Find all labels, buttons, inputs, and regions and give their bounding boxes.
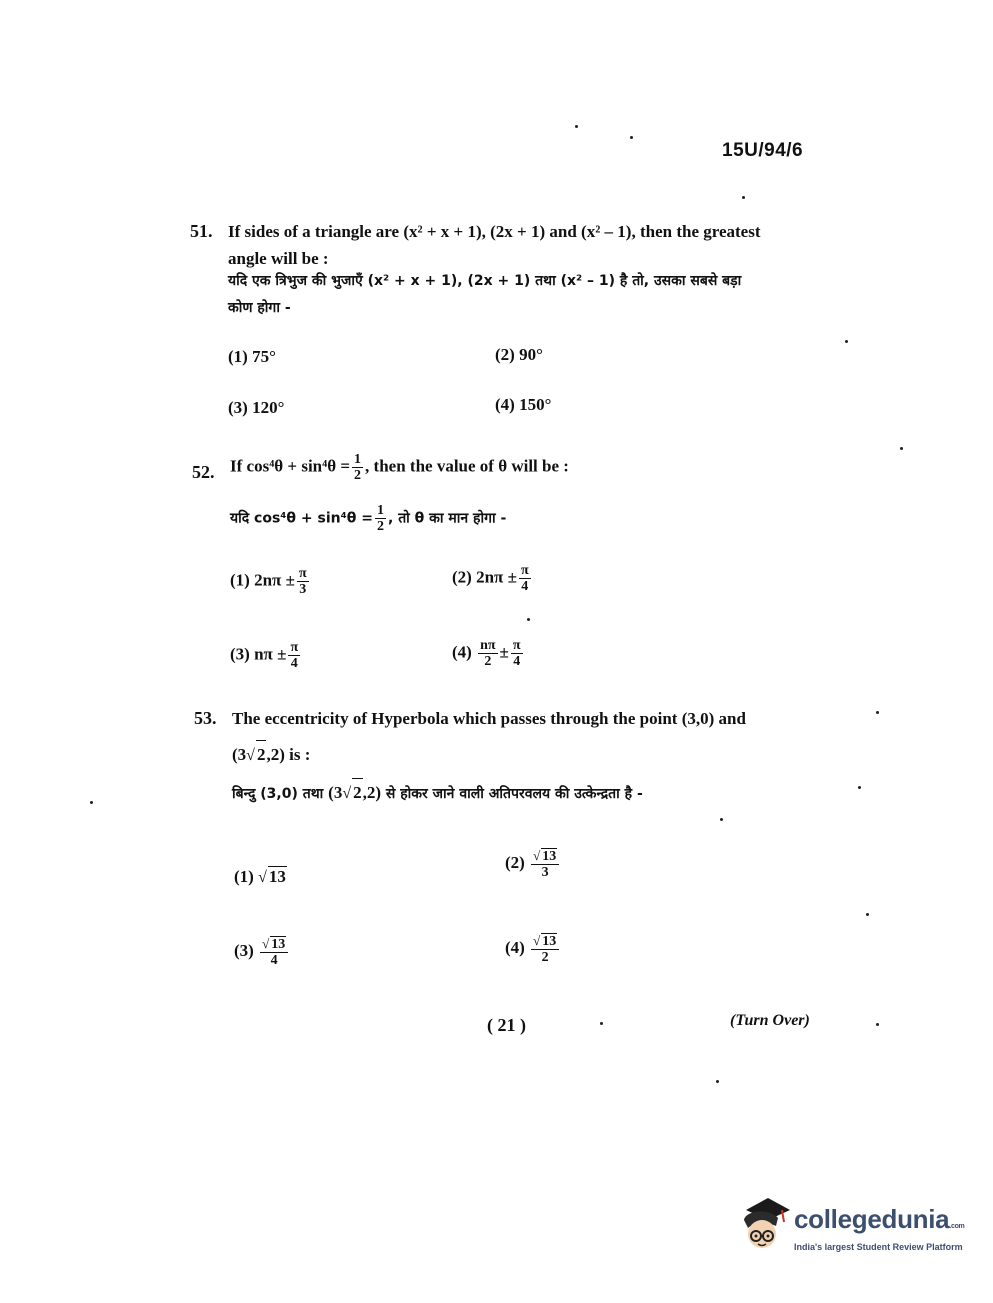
point-expression: (3√ 2,2)	[328, 783, 381, 802]
page-number: ( 21 )	[487, 1015, 526, 1035]
question-text-english: The eccentricity of Hyperbola which passes through the point (3,0) and (3√ 2,2) is :	[232, 705, 746, 769]
option-2: (2) $\frac{√ 13}{3}$	[505, 848, 561, 880]
brand-name: collegedunia.com	[794, 1204, 965, 1234]
fraction: $\frac{1}{2}$	[354, 452, 362, 483]
question-number: 52.	[192, 462, 215, 482]
question-number: 53.	[194, 708, 217, 728]
option-1: (1) 2nπ ± $\frac{\pi}{3}$	[230, 566, 307, 597]
option-4: (4) 150°	[495, 395, 552, 414]
scan-speck	[90, 801, 93, 804]
question-text-hindi: यदि एक त्रिभुज की भुजाएँ (x² + x + 1), (2x + 1) तथा (x² – 1) है तो, उसका सबसे बड़ा कोण होगा -	[228, 273, 742, 316]
scan-speck	[630, 136, 633, 139]
scan-speck	[900, 447, 903, 450]
option-2: (2) 2nπ ± $\frac{\pi}{4}$	[452, 563, 529, 594]
scan-speck	[858, 786, 861, 789]
question-text-hindi: यदि cos⁴θ + sin⁴θ = $\frac{1}{2}$ , तो θ का मान होगा -	[230, 503, 507, 534]
scan-speck	[845, 340, 848, 343]
mascot-icon	[734, 1196, 792, 1256]
fraction: $\frac{1}{2}$	[377, 503, 384, 534]
question-text-english: If cos⁴θ + sin⁴θ = $\frac{1}{2}$ , then the value of θ will be :	[230, 452, 569, 483]
option-1: (1) 75°	[228, 347, 276, 366]
point-expression: (3√ 2,2)	[232, 745, 285, 764]
collegedunia-logo	[734, 1196, 964, 1262]
question-52	[192, 452, 812, 492]
option-1: (1) √ 13	[234, 867, 286, 886]
scan-speck	[527, 618, 530, 621]
scan-speck	[876, 711, 879, 714]
scan-speck	[742, 196, 745, 199]
option-4: (4) $\frac{√ 13}{2}$	[505, 933, 561, 965]
scan-speck	[866, 913, 869, 916]
question-text-hindi: बिन्दु (3,0) तथा (3√ 2,2) से होकर जाने वाली अतिपरवलय की उत्केन्द्रता है -	[232, 778, 643, 808]
paper-code: 15U/94/6	[722, 140, 804, 161]
turn-over-label: (Turn Over)	[730, 1012, 810, 1029]
scan-speck	[720, 818, 723, 821]
option-4: (4) $\frac{n\pi}{2}$ ± $\frac{\pi}{4}$	[452, 638, 521, 669]
question-number: 51.	[190, 221, 213, 241]
scan-speck	[600, 1022, 603, 1025]
option-3: (3) nπ ± $\frac{\pi}{4}$	[230, 640, 299, 671]
option-3: (3) 120°	[228, 398, 285, 417]
question-text-english: If sides of a triangle are (x² + x + 1), (2x + 1) and (x² – 1), then the greatest angle will be :	[228, 222, 761, 268]
scan-speck	[876, 1023, 879, 1026]
option-3: (3) $\frac{√ 13}{4}$	[234, 936, 290, 968]
option-2: (2) 90°	[495, 345, 543, 364]
brand-tagline: India's largest Student Review Platform	[794, 1242, 963, 1252]
scan-speck	[716, 1080, 719, 1083]
scan-speck	[575, 125, 578, 128]
